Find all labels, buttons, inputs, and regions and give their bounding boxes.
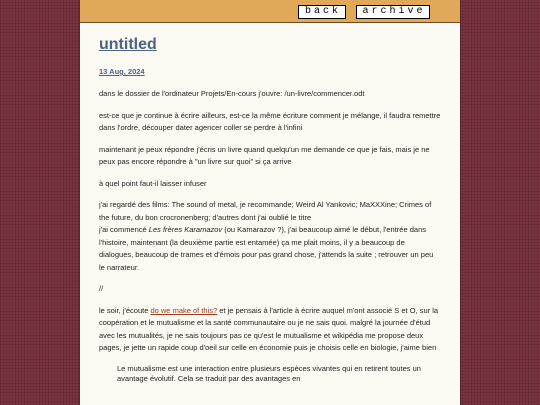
post-date[interactable]: 13 Aug, 2024 — [99, 67, 145, 76]
paragraph-karamazov — [99, 224, 441, 274]
book-title: Les frères Karamazov — [148, 225, 223, 234]
paragraph-films: j'ai regardé des films: The sound of metal, je recommande; Weird Al Yankovic; MaXXXine; Crimes of the future, du bon crocronenberg; d'autres dont j'ai oublié le titre — [99, 200, 432, 222]
back-button[interactable]: back — [298, 5, 346, 19]
blockquote-mutualisme: Le mutualisme est une interaction entre plusieurs espèces vivantes qui en retirent toutes un avantage évolutif. Cela se traduit par des avantages en — [117, 363, 421, 383]
paragraph-folder: dans le dossier de l'ordinateur Projets/En-cours j'ouvre: /un-livre/commencer.odt — [99, 89, 365, 98]
evening-text-before: le soir, j'écoute — [99, 305, 151, 315]
paragraph-infuse: à quel point faut-il laisser infuser — [99, 178, 207, 188]
post-content — [80, 23, 460, 384]
evening-text-after: et je pensais à l'article à écrire auquel m'ont associé S et O, sur la coopération et le mutualisme et la santé communautaire ou je ne sais quoi. malgré la journée d'étud avec les mutualités, je ne sais toujours pas ce qu'est le mutualisme et wikipédia me propose deux pages, je jette un rapide coup d'oeil sur celle en économie puis je choisis celle en biologie, j'aime bien — [99, 305, 439, 352]
paragraph-answer: maintenant je peux répondre j'écris un livre quand quelqu'un me demande ce que je fais, mais je ne peux pas encore répondre à "un livre sur quoi" si ça arrive — [99, 144, 430, 166]
paragraph-evening — [99, 305, 441, 355]
karamazov-text-before: j'ai commencé — [99, 225, 149, 234]
podcast-link[interactable]: do we make of this? — [150, 305, 218, 315]
top-nav-bar — [80, 0, 460, 23]
section-separator: // — [99, 284, 104, 293]
archive-button[interactable]: archive — [356, 5, 430, 19]
karamazov-text-after: (ou Kamarazov ?), j'ai beaucoup aimé le début, l'entrée dans l'histoire, maintenant (la deuxième partie est entamée) ça me plait moins, il y a beaucoup de dialogues, beaucoup de trames et d'émois pour pas grand chose, j'attends la suite ; retrouver un peu le narrateur. — [99, 225, 434, 272]
page-column — [80, 0, 460, 405]
post-title[interactable]: untitled — [99, 36, 157, 53]
paragraph-writing: est-ce que je continue à écrire ailleurs, est-ce la même écriture comment je mélange, il faudra remettre dans l'ordre, découper dater agencer coller se perdre à l'infini — [99, 110, 441, 132]
